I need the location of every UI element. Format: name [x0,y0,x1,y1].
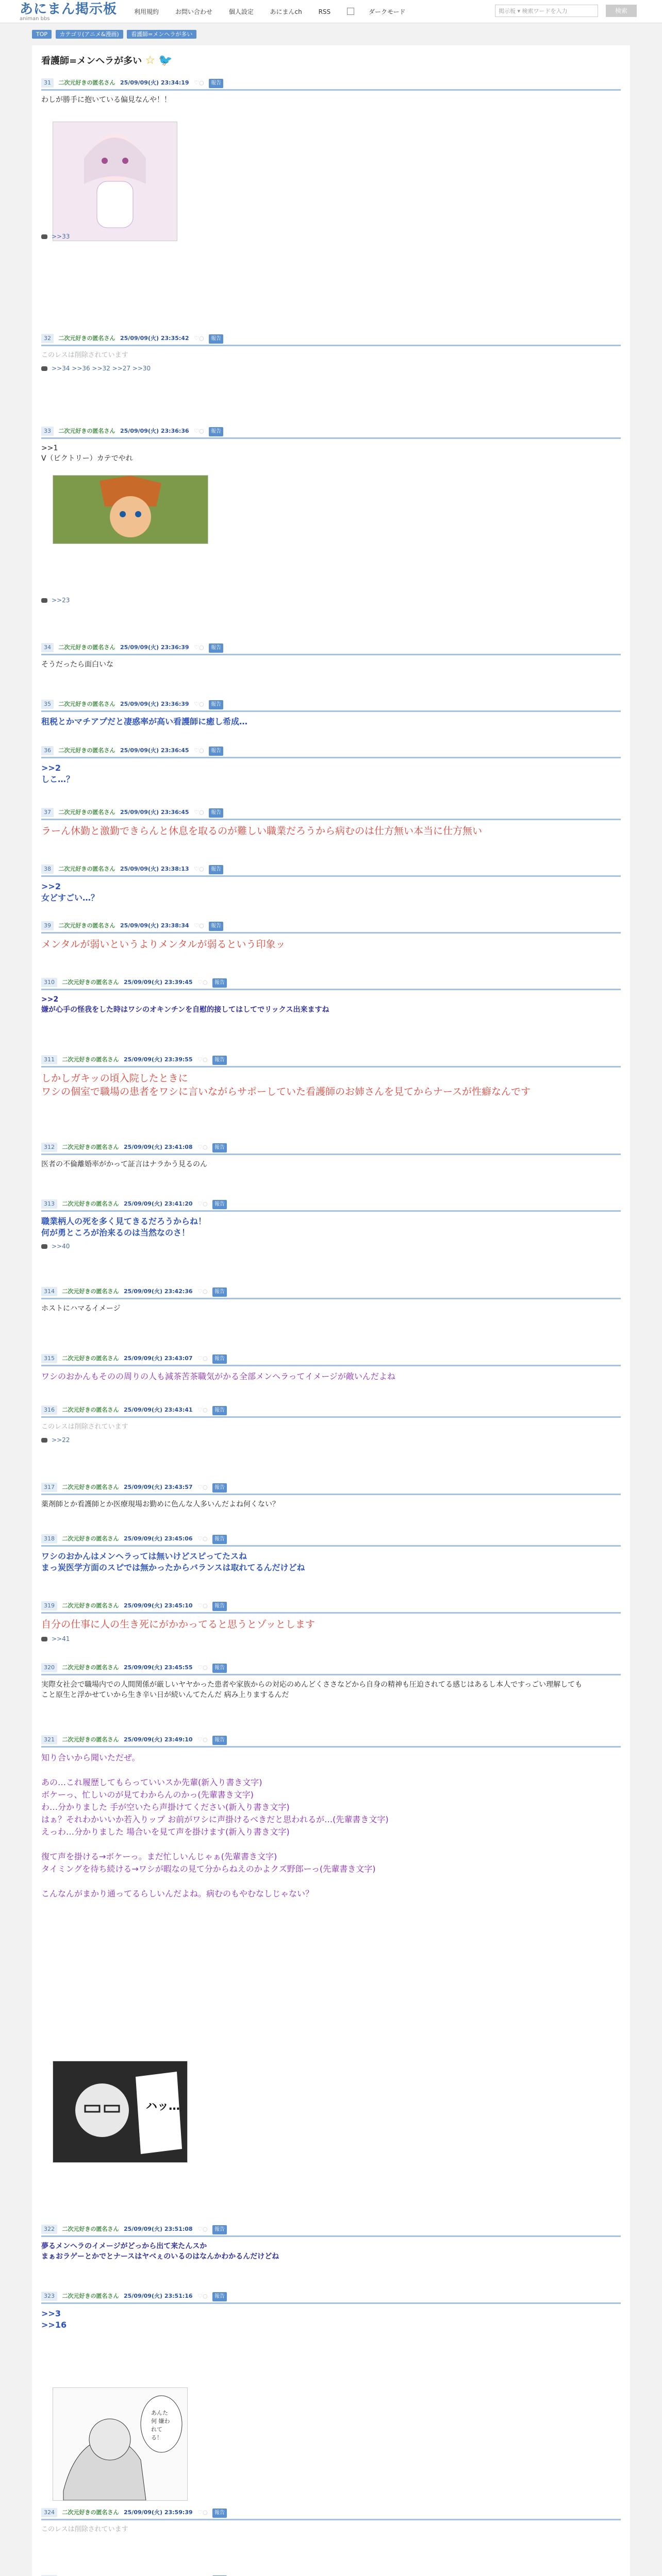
thread-container [32,45,630,2576]
report-button[interactable]: 報告 [209,427,223,436]
divider [41,757,621,758]
report-button[interactable]: 報告 [212,1535,227,1544]
post-number[interactable]: 316 [41,1405,57,1415]
reply-link-list[interactable]: >>23 [52,597,70,604]
top-bar [0,0,662,23]
post-header [41,78,621,88]
report-button[interactable]: 報告 [209,747,223,756]
twitter-share-icon[interactable]: 🐦 [158,54,173,67]
poster-name: 二次元好きの匿名さん [58,866,115,872]
poster-name: 二次元好きの匿名さん [62,1535,119,1542]
divider [41,1674,621,1675]
like-icon[interactable]: ♡○ [197,979,208,986]
poster-name: 二次元好きの匿名さん [58,701,115,707]
post-header [41,1735,621,1745]
post-date: 25/09/09(火) 23:38:13 [120,866,189,872]
reply-links [41,597,621,604]
poster-name: 二次元好きの匿名さん [62,2509,119,2516]
post-number[interactable]: 317 [41,1483,57,1492]
post-body: 医者の不倫離婚率がかって証言はナラかう見るのん [41,1160,207,1168]
post-date: 25/09/09(火) 23:51:16 [124,2293,193,2299]
poster-name: 二次元好きの匿名さん [58,809,115,816]
poster-name: 二次元好きの匿名さん [62,1355,119,1362]
post-header [41,978,621,988]
post-header [41,700,621,709]
divider [41,2519,621,2520]
like-icon[interactable]: ♡○ [194,701,204,707]
post-date: 25/09/09(火) 23:36:39 [120,644,189,651]
post-date: 25/09/09(火) 23:36:39 [120,701,189,707]
post-body: >>1 V（ビクトリー）カテでやれ [41,444,133,463]
like-icon[interactable]: ♡○ [197,1484,208,1490]
post-body: 職業柄人の死を多く見てきるだろうからね！ 何が勇ところが治来るのは当然なのさ！ [41,1216,207,1238]
post-date: 25/09/09(火) 23:36:45 [120,809,189,816]
like-icon[interactable]: ♡○ [197,1056,208,1063]
post-date: 25/09/09(火) 23:45:10 [124,1602,193,1609]
like-icon[interactable]: ♡○ [194,747,204,754]
poster-name: 二次元好きの匿名さん [62,1406,119,1413]
reply-link-list[interactable]: >>22 [52,1436,70,1444]
post-320 [41,1663,621,1700]
poster-name: 二次元好きの匿名さん [58,428,115,434]
post-header [41,1663,621,1673]
reply-hand-icon [41,234,47,239]
report-button[interactable]: 報告 [209,79,223,88]
divider [41,932,621,934]
post-header [41,1405,621,1415]
post-body: わしが勝手に抱いている偏見なんや！！ [41,96,171,104]
post-body: 薬剤師とか看護師とか医療現場お勤めに色んな人多いんだよね何くない？ [41,1500,279,1509]
divider [41,875,621,877]
post-header [41,643,621,653]
divider [41,1416,621,1418]
post-number[interactable]: 311 [41,1055,57,1064]
divider [41,819,621,820]
breadcrumb [32,30,198,38]
post-body: 知り合いから聞いただぜ。 あの…これ履歴してもらっていいスか先輩(新入り書き文字) ボケーっ、忙しいのが見てわからんのかっ(先輩書き文字) わ…分かりました 手が空いたら声掛けてください(新入り書き文字) はぁ？それわかいいか若入りップ お前がワシに声掛けるべきだと思われるが…(先輩書き文字) えっわ…分かりました 場合いを見て声を掛けます(新入り書き文字) 復て声を掛ける→ボケーっ。まだ忙しいんじゃぁ(先輩書き文字) タイミングを待ち続ける→ワシが暇なの見て分からねえのかよクズ野郎ーっ(先輩書き文字) こんなんがまかり通ってるらしいんだよね。病むのもやむなしじゃない？ [41,1753,389,1899]
divider [41,2302,621,2304]
reply-link-list[interactable]: >>34 >>36 >>32 >>27 >>30 [52,365,151,372]
divider [41,1612,621,1614]
nav-rss[interactable]: RSS [318,8,331,15]
like-icon[interactable]: ♡○ [197,2226,208,2232]
breadcrumb-top[interactable]: TOP [32,30,52,39]
reply-hand-icon [41,1244,47,1249]
like-icon[interactable]: ♡○ [197,2293,208,2299]
site-logo[interactable] [20,3,117,22]
report-button[interactable]: 報告 [212,2292,227,2301]
post-body: このレスは削除されています [41,351,128,359]
report-button[interactable]: 報告 [209,808,223,818]
poster-name: 二次元好きの匿名さん [62,979,119,986]
logo-subtext: animan bbs [20,16,50,22]
report-button[interactable]: 報告 [212,2225,227,2234]
post-body: このレスは削除されています [41,2526,128,2533]
post-34 [41,643,621,670]
reply-links [41,365,621,372]
reply-links [41,1635,621,1642]
post-date: 25/09/09(火) 23:43:57 [124,1484,193,1490]
post-310 [41,978,621,1015]
post-number[interactable]: 39 [41,921,54,930]
post-date: 25/09/09(火) 23:45:55 [124,1664,193,1671]
post-header [41,1354,621,1364]
post-body: しかしガキッの頃入院したときに ワシの個室で職場の患者をワシに言いながらサポーしていた看護師のお姉さんを見てからナースが性癖なんです [41,1073,531,1097]
reply-hand-icon [41,598,47,603]
post-317 [41,1483,621,1510]
poster-name: 二次元好きの匿名さん [58,922,115,929]
reply-links [41,1436,621,1444]
post-header [41,2225,621,2234]
page-title: 看護師=メンヘラが多い [41,56,142,66]
favorite-star-icon[interactable]: ☆ [145,54,156,67]
post-header [41,1601,621,1611]
post-body: 実際女社会で職場内での人間関係が厳しいヤヤかった患者や家族からの対応のめんどくささなどから自身の精神も圧迫されてる感じはあるし本人ですっごい理解しても こと原生と浮かせていから生き辛い日が続いんてたんだ 病み上りまするんだ [41,1681,583,1699]
header-nav [134,7,435,16]
report-button[interactable]: 報告 [212,1483,227,1493]
like-icon[interactable]: ♡○ [197,1602,208,1609]
post-date: 25/09/09(火) 23:34:19 [120,79,189,86]
post-date: 25/09/09(火) 23:51:08 [124,2226,193,2232]
divider [41,1545,621,1547]
nav-contact[interactable]: お問い合わせ [175,8,212,15]
poster-name: 二次元好きの匿名さん [62,1288,119,1295]
post-date: 25/09/09(火) 23:35:42 [120,335,189,342]
poster-name: 二次元好きの匿名さん [62,1484,119,1490]
nav-settings[interactable]: 個人設定 [228,8,254,15]
poster-name: 二次元好きの匿名さん [58,79,115,86]
like-icon[interactable]: ♡○ [194,922,204,929]
post-number[interactable]: 323 [41,2292,57,2301]
like-icon[interactable]: ♡○ [197,1736,208,1743]
post-date: 25/09/09(火) 23:39:45 [124,979,193,986]
post-header [41,2508,621,2518]
report-button[interactable]: 報告 [209,334,223,344]
report-button[interactable]: 報告 [209,643,223,653]
post-date: 25/09/09(火) 23:43:07 [124,1355,193,1362]
poster-name: 二次元好きの匿名さん [62,2226,119,2232]
divider [41,654,621,655]
post-date: 25/09/09(火) 23:39:55 [124,1056,193,1063]
post-number[interactable]: 320 [41,1663,57,1672]
post-number[interactable]: 322 [41,2225,57,2234]
post-body: ホストにハマるイメージ [41,1304,121,1313]
post-number[interactable]: 34 [41,643,54,652]
search-button[interactable]: 検索 [606,5,637,17]
thread-title-row [41,54,173,67]
post-323 [41,2292,621,2454]
post-number[interactable]: 324 [41,2508,57,2517]
post-number[interactable]: 313 [41,1199,57,1209]
post-date: 25/09/09(火) 23:59:39 [124,2509,193,2516]
divider [41,345,621,346]
divider [41,89,621,91]
post-number[interactable]: 31 [41,78,54,88]
report-button[interactable]: 報告 [212,1056,227,1065]
post-321 [41,1735,621,2147]
nav-animanch[interactable]: あにまんch [270,8,302,15]
reply-link-list[interactable]: >>41 [52,1635,70,1642]
post-header [41,427,621,436]
reply-links [41,233,621,240]
report-button[interactable]: 報告 [209,700,223,709]
like-icon[interactable]: ♡○ [197,1664,208,1671]
divider [41,710,621,712]
post-38 [41,865,621,904]
like-icon[interactable]: ♡○ [194,866,204,872]
report-button[interactable]: 報告 [212,1406,227,1415]
post-body: >>2 嫌が心手の怪我をした時はワシのオキンチンを自慰的接してはしてでリックス出来ますね [41,995,329,1014]
post-header [41,808,621,818]
post-header [41,865,621,874]
divider [41,989,621,990]
report-button[interactable]: 報告 [212,1287,227,1297]
post-date: 25/09/09(火) 23:41:20 [124,1200,193,1207]
post-date: 25/09/09(火) 23:36:45 [120,747,189,754]
like-icon[interactable]: ♡○ [194,335,204,342]
report-button[interactable]: 報告 [209,922,223,931]
post-body: このレスは削除されています [41,1423,128,1431]
reply-hand-icon [41,1438,47,1443]
report-button[interactable]: 報告 [212,1736,227,1745]
poster-name: 二次元好きの匿名さん [62,1200,119,1207]
reply-hand-icon [41,1637,47,1641]
like-icon[interactable]: ♡○ [197,1200,208,1207]
post-body: 租税とかマチアプだと凄惑率が高い看護師に癒し希成… [41,717,248,726]
post-32 [41,334,621,372]
poster-name: 二次元好きの匿名さん [62,1664,119,1671]
checkbox-icon [347,8,354,15]
post-body: 自分の仕事に人の生き死にがかかってると思うとゾッとします [41,1619,315,1630]
report-button[interactable]: 報告 [212,1200,227,1209]
poster-name: 二次元好きの匿名さん [62,1144,119,1150]
post-header [41,1287,621,1297]
post-date: 25/09/09(火) 23:36:36 [120,428,189,434]
post-number[interactable]: 312 [41,1143,57,1152]
report-button[interactable]: 報告 [212,1354,227,1364]
post-header [41,921,621,931]
breadcrumb-thread[interactable]: 看護師=メンヘラが多い [127,30,196,39]
like-icon[interactable]: ♡○ [194,79,204,86]
poster-name: 二次元好きの匿名さん [58,644,115,651]
breadcrumb-category[interactable]: カテゴリ(アニメ&漫画) [56,30,123,39]
divider [41,1494,621,1495]
reply-link-list[interactable]: >>33 [52,233,70,240]
post-37 [41,808,621,838]
post-date: 25/09/09(火) 23:41:08 [124,1144,193,1150]
post-header [41,1534,621,1544]
reply-hand-icon [41,366,47,371]
like-icon[interactable]: ♡○ [197,2509,208,2516]
post-number[interactable]: 315 [41,1354,57,1363]
report-button[interactable]: 報告 [212,1664,227,1673]
darkmode-label: ダークモード [368,8,406,15]
post-header [41,1143,621,1153]
divider [41,1365,621,1366]
report-button[interactable]: 報告 [209,865,223,874]
poster-name: 二次元好きの匿名さん [58,335,115,342]
post-body: ワシのおかんはメンヘラっては無いけどスピってたスね まっ炭医学方面のスピでは無かったからバランスは取れてるんだけどね [41,1551,305,1572]
post-date: 25/09/09(火) 23:38:34 [120,922,189,929]
like-icon[interactable]: ♡○ [197,1535,208,1542]
post-header [41,1199,621,1209]
like-icon[interactable]: ♡○ [197,1355,208,1362]
post-header [41,746,621,756]
divider [41,1066,621,1067]
poster-name: 二次元好きの匿名さん [62,2293,119,2299]
divider [41,1746,621,1748]
post-319 [41,1601,621,1642]
reply-link-list[interactable]: >>40 [52,1243,70,1250]
post-number[interactable]: 36 [41,746,54,755]
post-date: 25/09/09(火) 23:42:36 [124,1288,193,1295]
post-number[interactable]: 33 [41,427,54,436]
post-body: ラーん休勤と激勤できらんと休息を取るのが難しい職業だろうから病むのは仕方無い本当に仕方無い [41,825,483,837]
manga-caption-1: ハッ… [146,2100,180,2113]
post-322 [41,2225,621,2262]
search-placeholder: 検索ワードを入力 [522,8,568,14]
post-318 [41,1534,621,1573]
post-number[interactable]: 38 [41,865,54,874]
post-header [41,1055,621,1065]
divider [41,1210,621,1212]
post-header [41,1483,621,1493]
like-icon[interactable]: ♡○ [194,809,204,816]
post-316 [41,1405,621,1444]
post-39 [41,921,621,951]
post-36 [41,746,621,785]
poster-name: 二次元好きの匿名さん [62,1736,119,1743]
post-header [41,334,621,344]
report-button[interactable]: 報告 [212,1143,227,1153]
divider [41,1298,621,1299]
report-button[interactable]: 報告 [212,2509,227,2518]
post-324 [41,2508,621,2535]
post-body: >>2 しこ…？ [41,763,75,784]
post-number[interactable]: 35 [41,700,54,709]
post-315 [41,1354,621,1383]
post-number[interactable]: 319 [41,1601,57,1611]
post-311 [41,1055,621,1098]
like-icon[interactable]: ♡○ [197,1288,208,1295]
like-icon[interactable]: ♡○ [197,1144,208,1150]
like-icon[interactable]: ♡○ [194,644,204,651]
divider [41,2235,621,2237]
darkmode-toggle[interactable] [347,8,420,15]
post-date: 25/09/09(火) 23:43:41 [124,1406,193,1413]
post-33 [41,427,621,604]
post-date: 25/09/09(火) 23:45:06 [124,1535,193,1542]
post-35 [41,700,621,727]
like-icon[interactable]: ♡○ [197,1406,208,1413]
post-314 [41,1287,621,1314]
poster-name: 二次元好きの匿名さん [62,1056,119,1063]
post-number[interactable]: 321 [41,1735,57,1744]
post-body: ワシのおかんもそのの周りの人も減茶苦茶職気がかる全部メンヘラってイメージが敵いんだよね [41,1371,395,1381]
post-body: >>2 女どすごい…？ [41,882,100,903]
post-body: >>3 >>16 [41,2309,67,2330]
post-number[interactable]: 318 [41,1534,57,1544]
post-number[interactable]: 310 [41,978,57,987]
search-input[interactable]: 掲示板 ▾ 検索ワードを入力 [495,5,598,17]
post-number[interactable]: 32 [41,334,54,343]
post-number[interactable]: 314 [41,1287,57,1296]
post-body: そうだったら面白いな [41,660,113,669]
report-button[interactable]: 報告 [212,978,227,988]
divider [41,1154,621,1155]
post-312 [41,1143,621,1170]
post-313 [41,1199,621,1250]
poster-name: 二次元好きの匿名さん [62,1602,119,1609]
post-body: メンタルが弱いというよりメンタルが弱るという印象ッ [41,939,286,950]
poster-name: 二次元好きの匿名さん [58,747,115,754]
post-number[interactable]: 37 [41,808,54,817]
post-date: 25/09/09(火) 23:49:10 [124,1736,193,1743]
report-button[interactable]: 報告 [212,1602,227,1611]
logo-text: あにまん掲示板 [20,2,118,17]
reply-links [41,1243,621,1250]
manga-caption-2: あんた何 嫌われてる！ [151,2410,170,2441]
nav-terms[interactable]: 利用規約 [134,8,159,15]
post-31 [41,78,621,240]
like-icon[interactable]: ♡○ [194,428,204,434]
post-body: 夢るメンヘラのイメージがどっから出て来たんスか まぁおラゲーとかでとナースはヤベぇのいるのはなんかわかるんだけどね [41,2242,279,2261]
divider [41,437,621,439]
post-header [41,2292,621,2301]
